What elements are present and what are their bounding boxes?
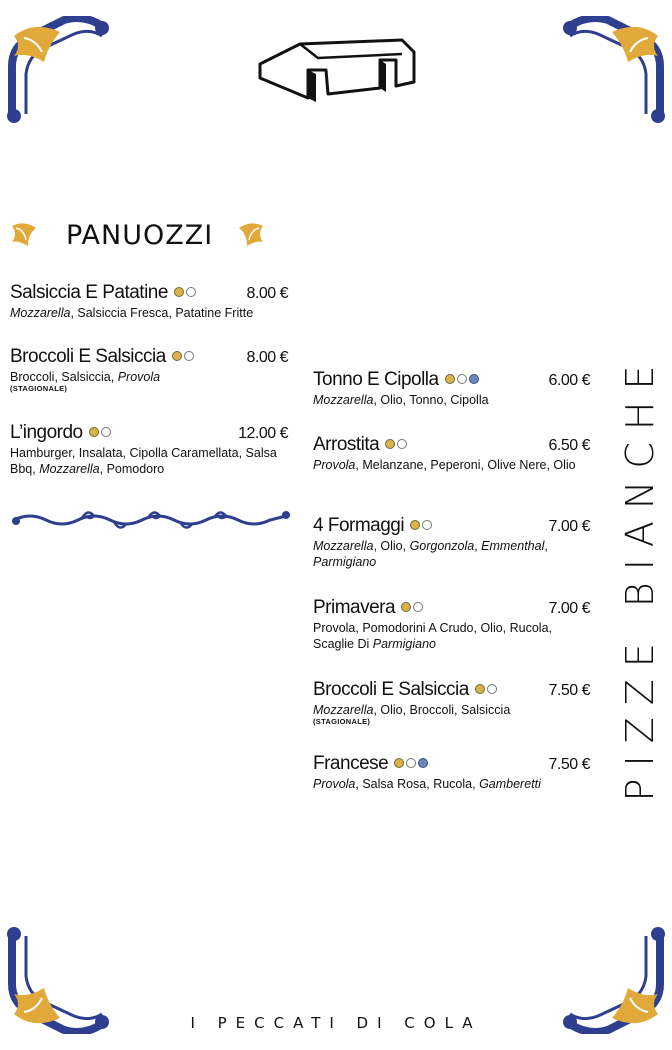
menu-item-description: Provola, Pomodorini A Crudo, Olio, Rucola, Scaglie Di Parmigiano: [313, 621, 553, 651]
menu-item-price: 8.00 €: [246, 349, 288, 366]
section-title-text: PANUOZZI: [66, 219, 214, 251]
allergen-icon: [422, 520, 432, 530]
menu-item: [313, 679, 590, 726]
menu-item-price: 6.00 €: [548, 372, 590, 389]
allergen-badges: [475, 684, 497, 694]
menu-item-price: 8.00 €: [246, 285, 288, 302]
menu-item: [313, 369, 590, 408]
allergen-badges: [174, 287, 196, 297]
seasonal-note: (STAGIONALE): [313, 717, 371, 726]
menu-item-description: Mozzarella, Olio, Tonno, Cipolla: [313, 393, 489, 407]
menu-item-name: Salsiccia E Patatine: [10, 282, 168, 303]
vertical-section-title-text: PIZZE BIANCHE: [618, 353, 662, 802]
allergen-badges: [385, 439, 407, 449]
menu-item: [313, 515, 590, 570]
menu-item-name: Francese: [313, 753, 389, 774]
allergen-icon: [475, 684, 485, 694]
house-logo-icon: [256, 36, 418, 106]
menu-item-description: Broccoli, Salsiccia, Provola: [10, 370, 161, 384]
allergen-icon: [487, 684, 497, 694]
menu-item-price: 7.00 €: [548, 600, 590, 617]
menu-item-name: Broccoli E Salsiccia: [10, 346, 166, 367]
menu-item-name: Tonno E Cipolla: [313, 369, 439, 390]
allergen-badges: [394, 758, 428, 768]
menu-item-description: Hamburger, Insalata, Cipolla Caramellata, Salsa Bbq, Mozzarella, Pomodoro: [10, 446, 277, 476]
menu-item-description: Provola, Salsa Rosa, Rucola, Gamberetti: [313, 777, 541, 791]
footer-brand: I PECCATI DI COLA: [190, 1014, 482, 1032]
allergen-icon: [397, 439, 407, 449]
menu-item-price: 7.50 €: [548, 682, 590, 699]
menu-item: [313, 753, 590, 792]
allergen-icon: [469, 374, 479, 384]
allergen-badges: [172, 351, 194, 361]
allergen-icon: [385, 439, 395, 449]
menu-item-description: Provola, Melanzane, Peperoni, Olive Nere, Olio: [313, 458, 576, 472]
allergen-badges: [410, 520, 432, 530]
allergen-icon: [410, 520, 420, 530]
allergen-icon: [184, 351, 194, 361]
menu-item-description: Mozzarella, Olio, Gorgonzola, Emmenthal, Parmigiano: [313, 539, 548, 569]
corner-ornament-icon: [558, 16, 668, 126]
seasonal-note: (STAGIONALE): [10, 384, 68, 393]
menu-item: [313, 597, 590, 652]
allergen-icon: [445, 374, 455, 384]
menu-item-name: Broccoli E Salsiccia: [313, 679, 469, 700]
allergen-icon: [457, 374, 467, 384]
section-title: [10, 212, 265, 258]
menu-item-price: 7.50 €: [548, 756, 590, 773]
allergen-icon: [186, 287, 196, 297]
leaf-ornament-icon: [10, 220, 40, 250]
menu-item-price: 7.00 €: [548, 518, 590, 535]
allergen-icon: [406, 758, 416, 768]
menu-item: [313, 434, 590, 473]
menu-item: [10, 422, 288, 477]
menu-item-name: Arrostita: [313, 434, 380, 455]
leaf-ornament-icon: [235, 220, 265, 250]
menu-item: [10, 346, 288, 393]
allergen-icon: [174, 287, 184, 297]
allergen-badges: [401, 602, 423, 612]
allergen-icon: [418, 758, 428, 768]
menu-item-name: Primavera: [313, 597, 396, 618]
menu-item-price: 12.00 €: [238, 425, 288, 442]
allergen-icon: [401, 602, 411, 612]
menu-item-name: 4 Formaggi: [313, 515, 405, 536]
allergen-icon: [101, 427, 111, 437]
menu-item: [10, 282, 288, 321]
allergen-badges: [445, 374, 479, 384]
allergen-icon: [89, 427, 99, 437]
vertical-section-title: [618, 345, 662, 810]
menu-item-description: Mozzarella, Salsiccia Fresca, Patatine Fritte: [10, 306, 254, 320]
allergen-icon: [413, 602, 423, 612]
wave-divider-icon: [10, 504, 290, 534]
menu-item-description: Mozzarella, Olio, Broccoli, Salsiccia: [313, 703, 511, 717]
allergen-badges: [89, 427, 111, 437]
allergen-icon: [172, 351, 182, 361]
menu-item-name: L’ingordo: [10, 422, 83, 443]
menu-item-price: 6.50 €: [548, 437, 590, 454]
corner-ornament-icon: [4, 16, 114, 126]
allergen-icon: [394, 758, 404, 768]
